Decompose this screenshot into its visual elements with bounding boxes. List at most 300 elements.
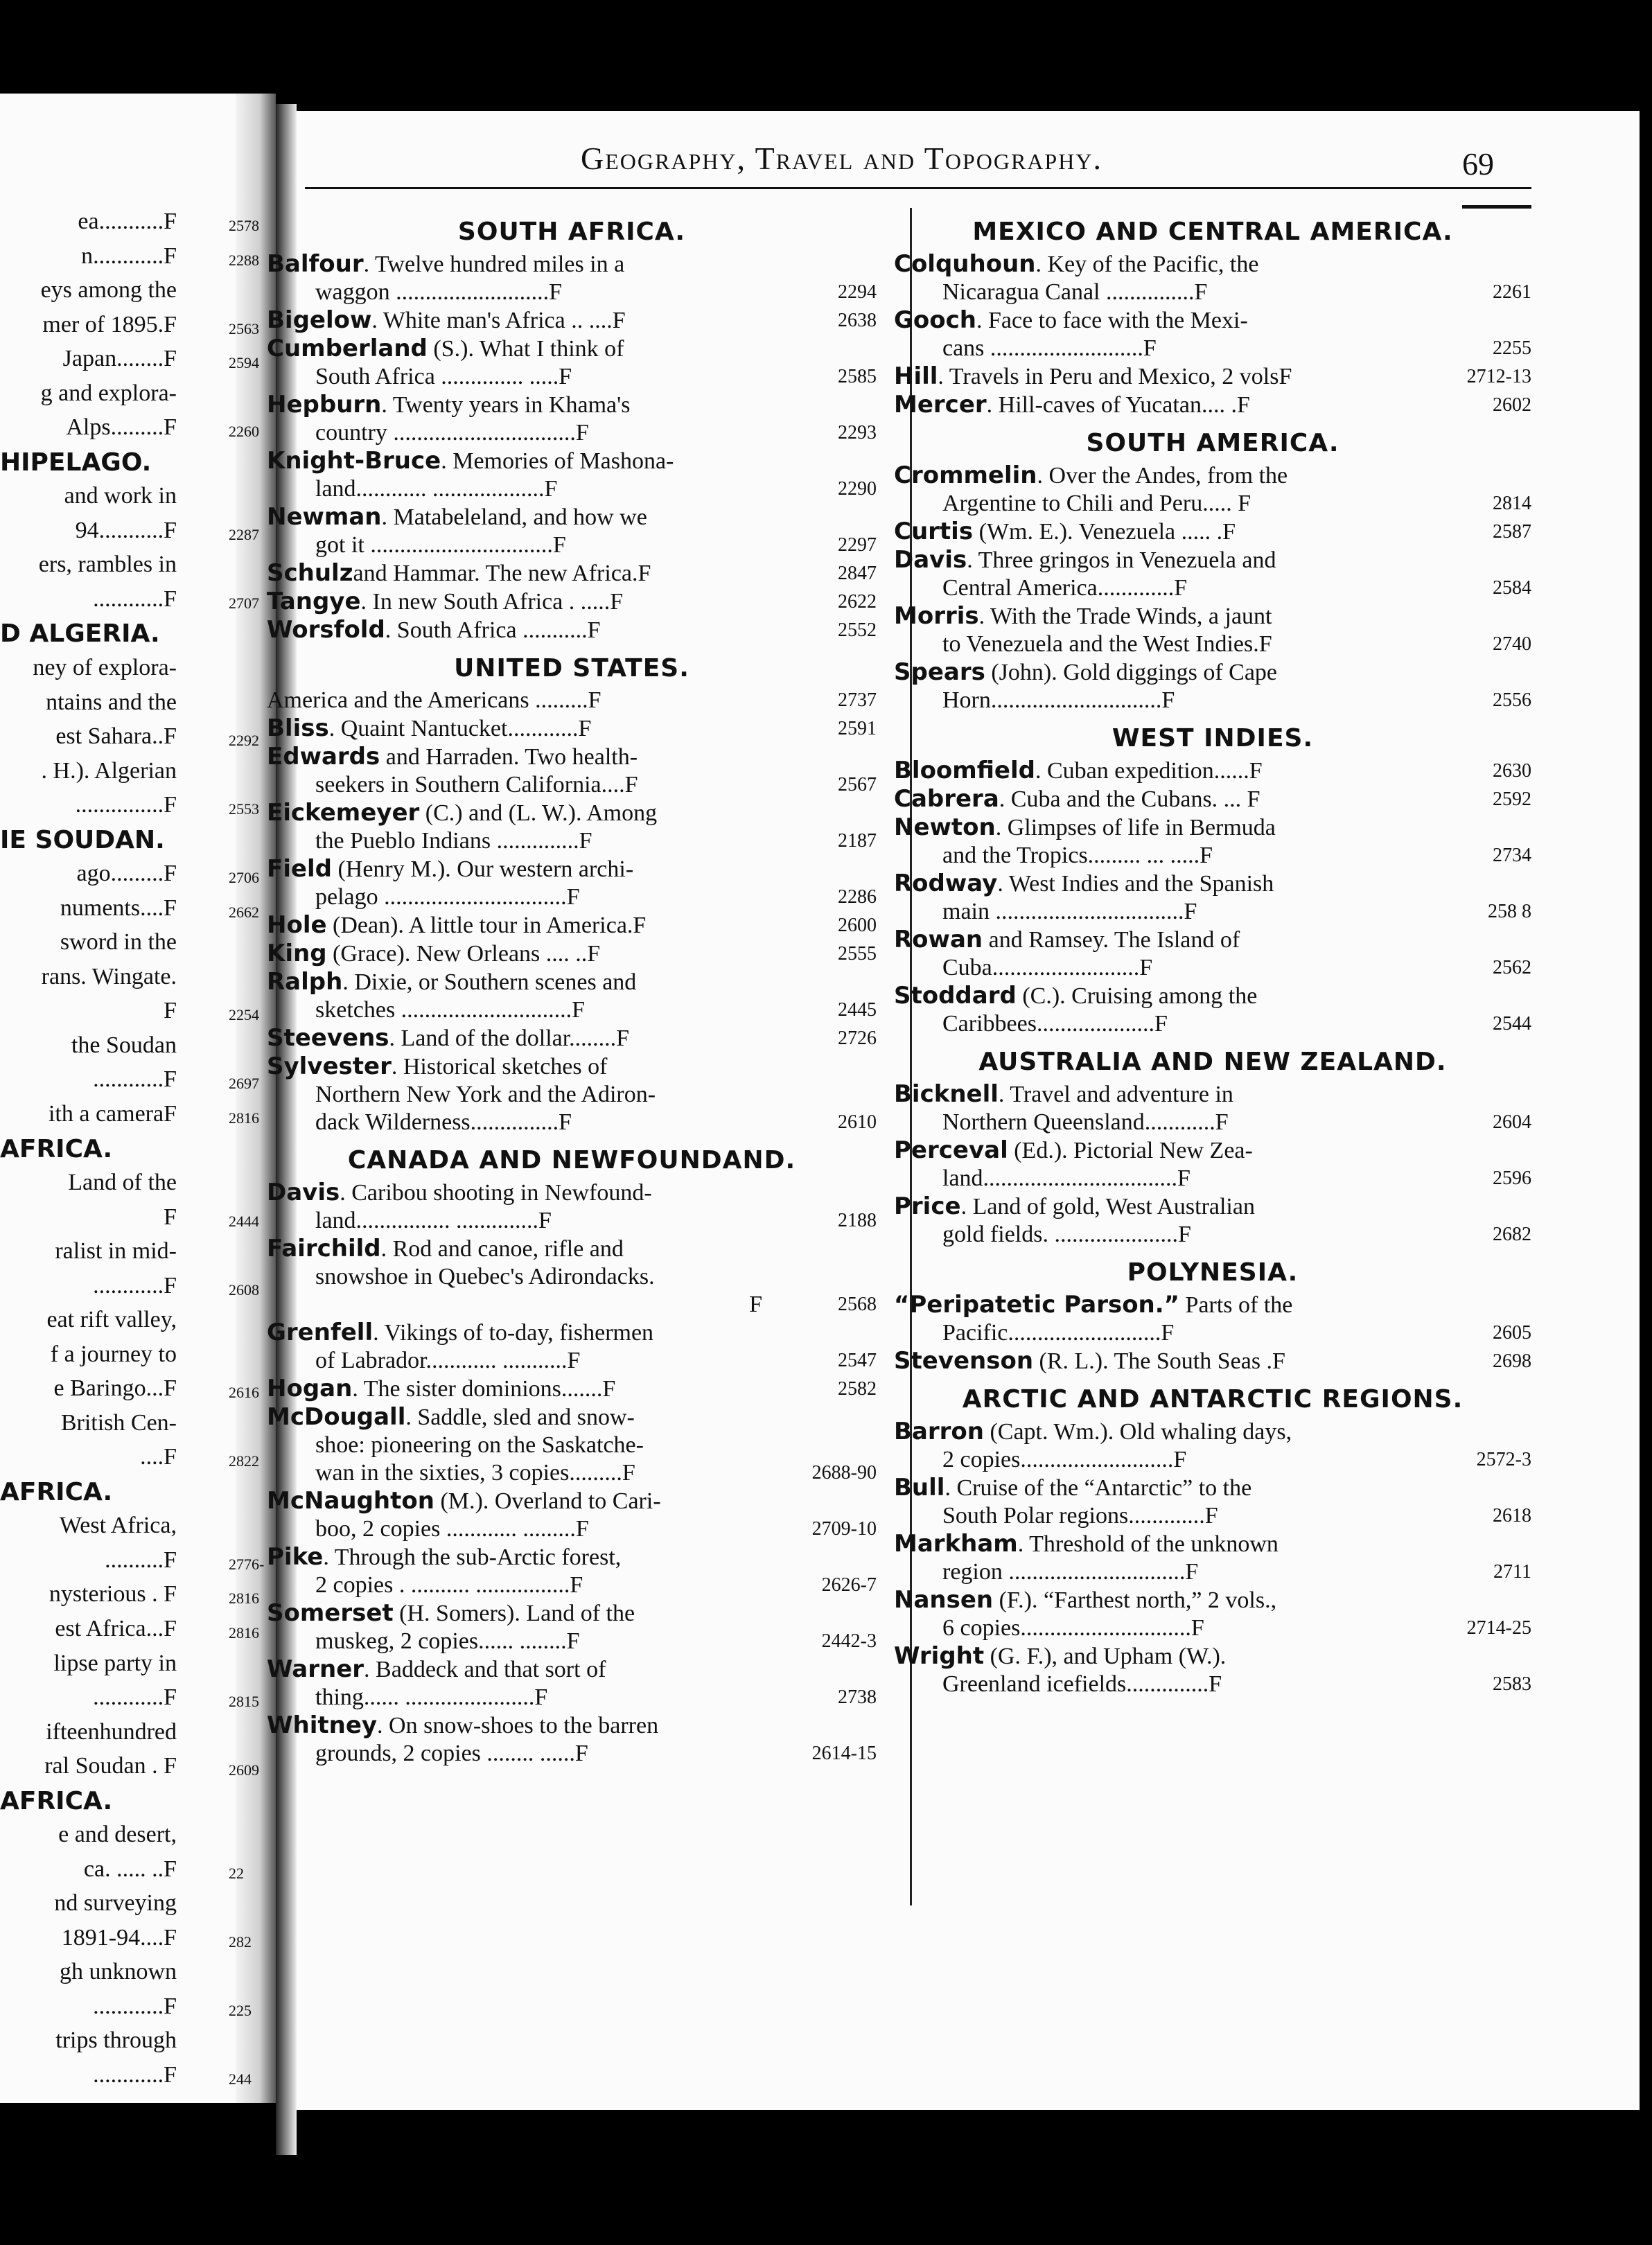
entry-title: (G. F.), and Upham (W.). [984,1644,1227,1669]
entry-author: Newman [267,503,382,531]
entry-author: Stevenson [894,1347,1034,1375]
catalogue-entry [894,1418,1531,1474]
left-catalogue-number: 2578 [229,217,259,234]
catalogue-number: 2297 [838,534,877,556]
left-entry-text: AFRICA. [0,1135,113,1163]
left-entry-text: rans. Wingate. [41,964,177,989]
left-entry-line [0,586,259,613]
entry-author: Davis [894,546,967,574]
entry-first-line [267,1053,762,1081]
left-entry-line [0,654,177,682]
section-heading: MEXICO AND CENTRAL AMERICA. [972,218,1453,246]
entry-title: . Over the Andes, from the [1037,463,1288,488]
entry-author: Bloomfield [894,757,1035,784]
left-entry-text: ............F [93,1993,177,2019]
left-entry-line [0,208,259,236]
catalogue-number: 2568 [838,1294,877,1315]
entry-first-line [894,1474,1414,1502]
entry-title: America and the Americans .........F [267,687,601,713]
left-entry-text: ith a cameraF [48,1101,177,1127]
catalogue-entry [267,1599,877,1655]
entry-title: and Ramsey. The Island of [983,927,1240,953]
left-catalogue-number: 2287 [229,526,259,543]
catalogue-entry [894,250,1531,306]
left-entry-line [0,963,177,991]
left-entry-text: HIPELAGO. [0,448,152,477]
entry-continuation: pelago ...............................F [315,884,580,910]
catalogue-number: 2688-90 [811,1462,877,1484]
catalogue-number: 2584 [1493,577,1531,599]
entry-continuation: of Labrador............ ...........F [315,1348,581,1373]
entry-title: . Rod and canoe, rifle and [380,1236,624,1262]
left-entry-text: ............F [93,1273,177,1298]
entry-title: . Historical sketches of [391,1054,608,1080]
entry-author: Crommelin [894,461,1037,489]
left-catalogue-number: 225 [229,2002,252,2019]
entry-author: Barron [894,1418,984,1445]
entry-title: (S.). What I think of [427,336,624,362]
entry-author: Newton [894,813,996,841]
left-entry-line [0,1821,177,1849]
left-catalogue-number: 2822 [229,1452,259,1470]
left-entry-text: trips through [55,2027,177,2053]
entry-continuation: Nicaragua Canal ...............F [942,279,1208,305]
entry-title: . Travel and adventure in [998,1082,1233,1107]
entry-first-line [894,602,1414,631]
catalogue-number: 2562 [1493,957,1531,978]
left-section-heading [0,619,201,648]
entry-first-line [267,687,762,714]
entry-continuation: land............ ...................F [315,476,558,502]
catalogue-number: 2188 [838,1210,877,1231]
catalogue-entry [894,1474,1531,1530]
left-entry-line [0,1650,177,1678]
entry-continuation: South Polar regions.............F [942,1503,1218,1529]
left-catalogue-number: 2707 [229,595,259,612]
left-entry-text: and work in [64,483,177,509]
entry-author: Morris [894,602,979,630]
left-entry-text: . H.). Algerian [41,758,177,784]
catalogue-number: 2605 [1493,1322,1531,1344]
entry-author: Fairchild [267,1235,381,1262]
entry-title: (Wm. E.). Venezuela ..... .F [973,519,1236,545]
left-entry-text: ..........F [105,1547,177,1573]
entry-author: Knight-Bruce [267,447,441,475]
entry-first-line [267,1711,762,1740]
left-catalogue-number: 2594 [229,354,259,371]
catalogue-number: 2591 [838,718,877,739]
catalogue-number: 2555 [838,943,877,965]
entry-author: Grenfell [267,1319,374,1346]
left-catalogue-number: 2292 [229,732,259,749]
catalogue-entry [267,1459,877,1487]
entry-continuation: main ................................F [942,899,1197,924]
entry-first-line [894,982,1414,1010]
entry-first-line [894,1586,1414,1614]
left-entry-line [0,1032,177,1059]
entry-continuation: the Pueblo Indians ..............F [315,828,592,854]
entry-first-line [267,616,762,644]
catalogue-entry [894,813,1531,870]
entry-title: . Matabeleland, and how we [381,504,647,530]
entry-author: Cabrera [894,785,999,813]
entry-title: . Key of the Pacific, the [1035,252,1259,277]
entry-author: McDougall [267,1403,406,1431]
left-entry-line [0,1547,265,1574]
left-catalogue-number: 2254 [229,1006,259,1023]
catalogue-entry [894,391,1531,419]
catalogue-number: 2618 [1493,1505,1531,1526]
entry-title: (Grace). New Orleans .... ..F [326,941,601,967]
catalogue-entry [267,1179,877,1235]
entry-title: . Through the sub-Arctic forest, [323,1544,622,1570]
left-section-heading [0,1478,201,1506]
entry-author: Curtis [894,518,974,545]
entry-continuation: Horn.............................F [942,687,1175,713]
entry-continuation: region ..............................F [942,1559,1199,1585]
left-catalogue-number: 2616 [229,1384,259,1401]
entry-continuation: cans ..........................F [942,335,1157,361]
entry-first-line [267,1543,762,1572]
entry-first-line [267,1599,762,1628]
entry-continuation: snowshoe in Quebec's Adirondacks. [315,1264,655,1289]
left-catalogue-number: 22 [229,1865,244,1882]
entry-title: . Three gringos in Venezuela and [967,547,1276,573]
left-entry-line [0,1238,177,1265]
entry-title: . Twenty years in Khama's [381,392,631,418]
entry-author: Ralph [267,968,343,996]
entry-first-line [267,447,762,475]
catalogue-entry [267,391,877,447]
entry-title: and Harraden. Two health- [380,744,638,770]
entry-continuation: 2 copies . .......... ................F [315,1572,583,1598]
left-catalogue-number: 2816 [229,1590,259,1607]
left-entry-line [0,482,177,510]
entry-title: . Threshold of the unknown [1017,1531,1278,1557]
catalogue-entry [267,1655,877,1711]
catalogue-entry [267,335,877,391]
entry-title: . Glimpses of life in Bermuda [995,815,1276,840]
column-right [894,208,1531,1698]
entry-first-line [267,250,762,279]
entry-author: Sylvester [267,1053,392,1080]
left-entry-line [0,311,259,339]
entry-continuation: boo, 2 copies ............ .........F [315,1516,589,1542]
entry-author: Whitney [267,1711,378,1739]
left-catalogue-number: 244 [229,2070,252,2088]
entry-title: (C.). Cruising among the [1016,983,1258,1009]
left-entry-line [0,1993,252,2020]
entry-continuation: land................ ..............F [315,1208,552,1233]
left-catalogue-number: 2697 [229,1075,259,1092]
left-entry-line [0,1409,177,1437]
entry-author: Rodway [894,870,998,897]
catalogue-number: 2738 [838,1687,877,1708]
left-entry-text: e Baringo...F [53,1375,177,1401]
page-number: 69 [1462,146,1494,182]
left-entry-text: F [164,998,177,1023]
entry-author: Somerset [267,1599,394,1627]
entry-continuation: dack Wilderness...............F [315,1109,572,1135]
catalogue-number: 2596 [1493,1168,1531,1189]
entry-title: . Dixie, or Southern scenes and [342,969,637,995]
catalogue-number: 2544 [1493,1013,1531,1035]
left-entry-text: n............F [81,243,177,269]
catalogue-entry [267,1375,877,1403]
left-entry-line [0,1512,177,1540]
entry-author: Spears [894,658,985,686]
catalogue-entry [894,757,1531,785]
catalogue-number: 2583 [1493,1673,1531,1695]
catalogue-number: 2187 [838,830,877,852]
left-entry-text: nysterious . F [49,1581,177,1607]
section-heading: CANADA AND NEWFOUNDAND. [347,1146,796,1174]
catalogue-entry [894,1586,1531,1642]
entry-author: Hole [267,911,327,939]
left-section-heading [0,1787,201,1815]
left-entry-line [0,380,177,407]
catalogue-number: 2614-15 [811,1743,877,1764]
entry-first-line [267,1487,762,1515]
catalogue-entry [267,1319,877,1375]
left-entry-line [0,997,259,1025]
catalogue-entry [894,870,1531,926]
catalogue-entry [894,926,1531,982]
left-entry-text: F [164,1204,177,1230]
entry-title: . Hill-caves of Yucatan.... .F [986,392,1250,418]
entry-author: Rowan [894,926,983,953]
catalogue-entry [267,588,877,616]
catalogue-number: 2445 [838,999,877,1021]
left-entry-line [0,1856,244,1883]
entry-title: Parts of the [1179,1292,1293,1318]
left-section-heading [0,448,201,477]
left-entry-text: ntains and the [46,689,177,715]
entry-title: (Ed.). Pictorial New Zea- [1008,1138,1253,1163]
left-catalogue-number: 2553 [229,800,259,818]
entry-first-line [894,785,1414,813]
left-entry-line [0,689,177,716]
left-entry-line [0,1581,259,1608]
entry-first-line [267,391,762,419]
entry-title: . The sister dominions.......F [352,1376,616,1402]
catalogue-entry [894,306,1531,362]
entry-title: . Saddle, sled and snow- [405,1405,635,1430]
entry-author: Pike [267,1543,324,1571]
entry-first-line [267,559,762,588]
entry-title: . Baddeck and that sort of [364,1657,606,1682]
entry-author: Davis [267,1179,340,1206]
entry-first-line [267,1375,762,1403]
left-catalogue-number: 2444 [229,1213,259,1230]
entry-continuation: 2 copies..........................F [942,1447,1187,1472]
entry-continuation: Pacific..........................F [942,1320,1175,1346]
catalogue-entry [894,1080,1531,1136]
catalogue-entry [894,546,1531,602]
entry-author: King [267,940,327,967]
entry-first-line [894,362,1414,391]
entry-title: . Quaint Nantucket............F [328,716,592,741]
catalogue-number: 2622 [838,591,877,613]
entry-first-line [267,1024,762,1053]
left-entry-line [0,517,259,545]
catalogue-number: 2604 [1493,1111,1531,1133]
entry-title: . Twelve hundred miles in a [363,252,625,277]
left-catalogue-number: 2816 [229,1624,259,1641]
catalogue-entry [894,982,1531,1038]
left-catalogue-number: 2260 [229,423,259,440]
entry-title: . Caribou shooting in Newfound- [340,1180,652,1206]
entry-continuation: Argentine to Chili and Peru..... F [942,491,1251,516]
entry-author: Bliss [267,714,329,742]
entry-title: . Travels in Peru and Mexico, 2 volsF [938,364,1292,389]
catalogue-number: 2556 [1493,689,1531,711]
entry-first-line [267,503,762,531]
left-entry-line [0,1169,177,1197]
catalogue-number: 2714-25 [1466,1617,1531,1639]
left-entry-text: e and desert, [58,1822,177,1847]
catalogue-entry [267,940,877,968]
entry-title: . Cuba and the Cubans. ... F [999,786,1260,812]
catalogue-entry [267,1543,877,1599]
catalogue-number: 2600 [838,915,877,936]
catalogue-number: 2698 [1493,1350,1531,1372]
entry-title: (John). Gold diggings of Cape [985,660,1278,685]
entry-continuation: wan in the sixties, 3 copies.........F [315,1460,635,1486]
entry-title: . Memories of Mashona- [441,448,674,474]
catalogue-entry [267,306,877,335]
left-entry-text: ralist in mid- [55,1238,177,1264]
entry-continuation: muskeg, 2 copies...... ........F [315,1628,580,1654]
entry-author: Eickemeyer [267,799,420,827]
section-heading: AUSTRALIA AND NEW ZEALAND. [978,1048,1447,1076]
entry-title: . Land of the dollar........F [389,1025,630,1051]
left-entry-text: ...............F [75,792,177,818]
catalogue-number: 2286 [838,886,877,908]
entry-author: Hepburn [267,391,382,419]
left-entry-line [0,1958,177,1986]
left-entry-text: gh unknown [59,1959,177,1984]
left-entry-line [0,1443,259,1471]
catalogue-entry [267,799,877,855]
catalogue-number: 2737 [838,689,877,711]
catalogue-entry [267,1403,877,1459]
entry-author: Hogan [267,1375,353,1402]
catalogue-entry [894,362,1531,391]
catalogue-entry [267,616,877,644]
catalogue-entry [894,1642,1531,1698]
entry-author: Tangye [267,588,361,615]
left-entry-text: ral Soudan . F [44,1753,177,1779]
entry-title: . With the Trade Winds, a jaunt [978,604,1272,629]
left-entry-text: ney of explora- [33,655,177,680]
entry-first-line [894,461,1414,490]
left-entry-text: ers, rambles in [38,552,177,577]
entry-author: Schulz [267,559,353,587]
catalogue-entry [894,518,1531,546]
catalogue-number: 2585 [838,366,877,387]
entry-author: Stoddard [894,982,1017,1010]
left-entry-text: IE SOUDAN. [0,826,165,854]
catalogue-entry [267,447,877,503]
entry-title: . Cruise of the “Antarctic” to the [944,1475,1252,1501]
catalogue-number: 2547 [838,1350,877,1371]
entry-author: Field [267,855,332,883]
left-catalogue-number: 2815 [229,1693,259,1710]
entry-title: . South Africa ...........F [385,617,601,643]
catalogue-number: 2294 [838,281,877,303]
catalogue-entry [894,785,1531,813]
entry-author: Gooch [894,306,976,334]
catalogue-number: 2711 [1493,1561,1531,1583]
catalogue-entry [267,1487,877,1543]
entry-first-line [267,714,762,743]
entry-continuation: Northern Queensland............F [942,1109,1229,1135]
catalogue-number: 2255 [1493,337,1531,359]
catalogue-entry [267,1053,877,1109]
catalogue-entry [894,602,1531,658]
entry-first-line [894,250,1414,279]
left-catalogue-number: 2609 [229,1761,259,1779]
entry-author: Nansen [894,1586,994,1614]
left-entry-line [0,791,259,819]
header-rule [305,187,1531,189]
left-entry-line [0,1272,259,1300]
catalogue-entry [267,559,877,588]
left-entry-line [0,1204,259,1231]
entry-author: Bigelow [267,306,372,334]
entry-title: . Cuban expedition......F [1035,758,1263,784]
catalogue-number: 2734 [1493,845,1531,866]
entry-author: “Peripatetic Parson.” [894,1291,1180,1319]
entry-title: . Vikings of to-day, fishermen [373,1320,654,1346]
entry-first-line [267,1179,762,1207]
catalogue-entry [894,1291,1531,1347]
left-entry-line [0,276,177,304]
entry-continuation: Northern New York and the Adiron- [315,1082,656,1107]
entry-author: Warner [267,1655,364,1683]
entry-first-line [894,306,1414,335]
left-entry-line [0,414,259,441]
entry-first-line [267,743,762,771]
catalogue-number: 2626-7 [821,1574,877,1596]
entry-title: (Capt. Wm.). Old whaling days, [983,1419,1292,1445]
entry-author: Colquhoun [894,250,1036,278]
entry-continuation: seekers in Southern California....F [315,772,638,798]
entry-first-line [894,1192,1414,1221]
left-entry-line [0,928,177,956]
catalogue-entry [267,743,877,799]
entry-first-line [267,855,762,883]
entry-first-line [267,1655,762,1684]
entry-first-line [267,911,762,940]
entry-continuation: and the Tropics......... ... .....F [942,843,1213,868]
left-entry-text: ca. ..... ..F [83,1856,177,1882]
entry-author: Price [894,1192,961,1220]
left-entry-line [0,1341,177,1368]
entry-author: Balfour [267,250,364,278]
left-entry-text: ....F [140,1444,177,1470]
left-entry-line [0,1752,259,1780]
catalogue-number: 2712-13 [1466,366,1531,387]
catalogue-number: 2610 [838,1111,877,1133]
left-entry-line [0,551,177,579]
entry-author: Hill [894,362,938,390]
entry-first-line [894,1136,1414,1165]
left-entry-line [0,1684,259,1711]
entry-author: Perceval [894,1136,1008,1164]
entry-continuation: grounds, 2 copies ........ ......F [315,1741,588,1766]
